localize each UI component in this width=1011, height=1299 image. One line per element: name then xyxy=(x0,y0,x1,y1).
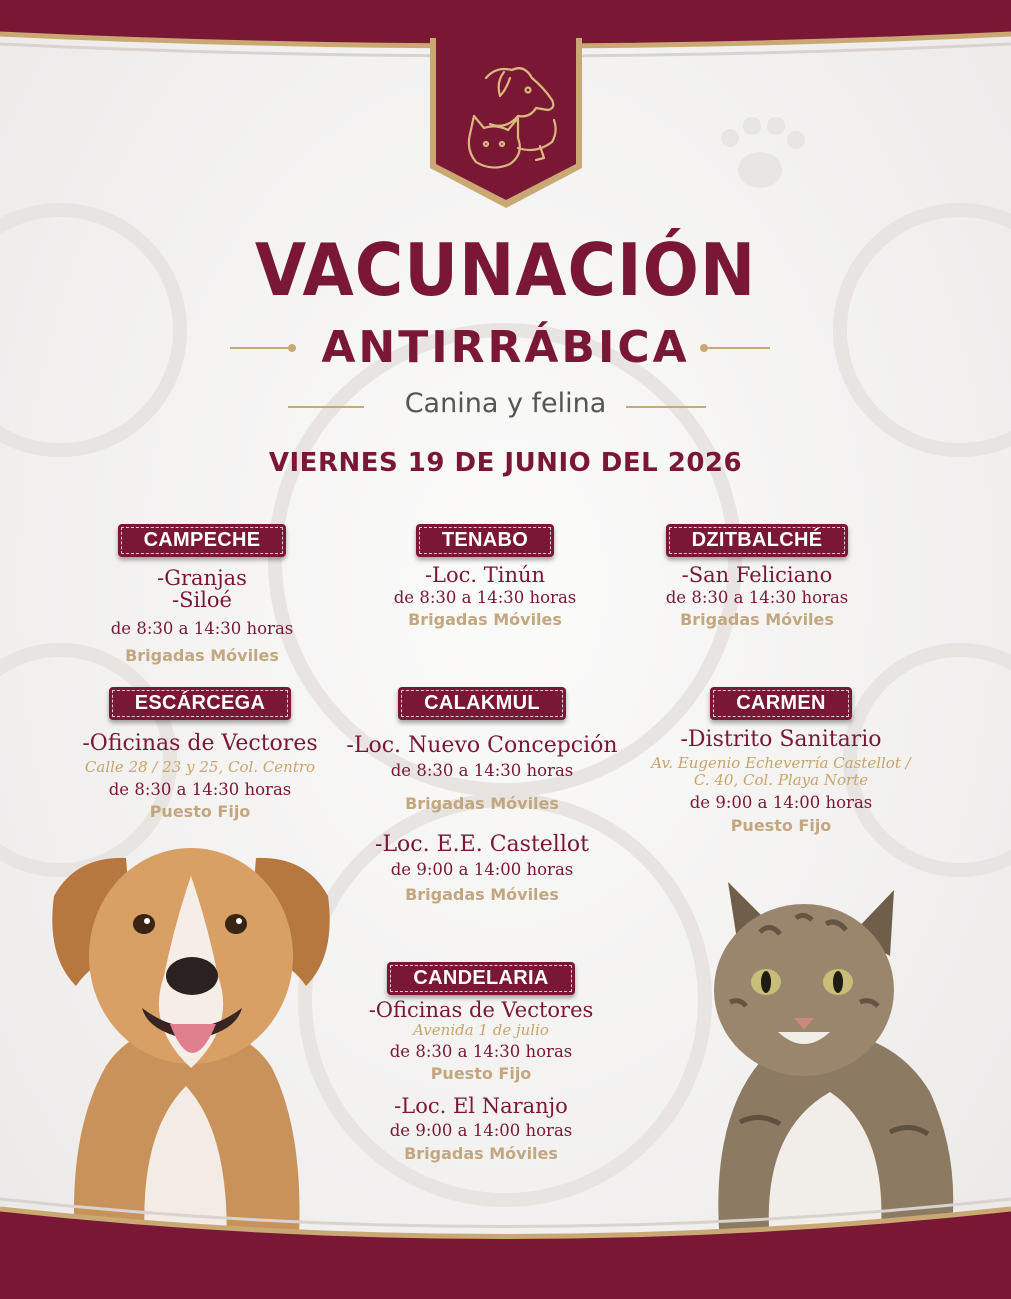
mode-campeche: Brigadas Móviles xyxy=(125,646,279,666)
badge-carmen: CARMEN xyxy=(710,687,852,720)
address-candelaria: Avenida 1 de julio xyxy=(413,1021,549,1040)
municipality-candelaria xyxy=(350,962,612,1163)
hours-tenabo: de 8:30 a 14:30 horas xyxy=(393,588,577,608)
place-distrito-sanitario: -Distrito Sanitario xyxy=(680,727,882,752)
badge-candelaria: CANDELARIA xyxy=(387,962,574,995)
hours-nuevo-concepcion: de 8:30 a 14:30 horas xyxy=(390,761,574,781)
place-nuevo-concepcion: -Loc. Nuevo Concepción xyxy=(346,733,618,758)
paw-print-icon xyxy=(721,117,805,188)
mode-dzitbalche: Brigadas Móviles xyxy=(680,610,834,630)
mode-nuevo-concepcion: Brigadas Móviles xyxy=(405,794,559,814)
badge-dzitbalche: DZITBALCHÉ xyxy=(666,524,849,557)
badge-calakmul: CALAKMUL xyxy=(398,687,566,720)
municipality-tenabo xyxy=(360,524,610,629)
place-ee-castellot: -Loc. E.E. Castellot xyxy=(375,832,589,858)
municipality-calakmul xyxy=(340,687,624,904)
hours-oficinas-vectores-candelaria: de 8:30 a 14:30 horas xyxy=(389,1042,573,1062)
address-carmen-line2: C. 40, Col. Playa Norte xyxy=(693,771,869,790)
hours-dzitbalche: de 8:30 a 14:30 horas xyxy=(665,588,849,608)
bottom-banner xyxy=(0,1169,1011,1299)
hours-el-naranjo: de 9:00 a 14:00 horas xyxy=(389,1121,573,1141)
mode-escarcega: Puesto Fijo xyxy=(149,802,251,822)
municipality-carmen xyxy=(640,687,922,835)
municipality-campeche xyxy=(80,524,324,665)
hours-ee-castellot: de 9:00 a 14:00 horas xyxy=(390,860,574,880)
place-el-naranjo: -Loc. El Naranjo xyxy=(394,1094,568,1119)
place-siloe: -Siloé xyxy=(172,588,232,613)
mode-el-naranjo: Brigadas Móviles xyxy=(404,1144,558,1164)
page-subtitle: ANTIRRÁBICA xyxy=(321,322,690,373)
mode-carmen: Puesto Fijo xyxy=(730,815,832,835)
badge-tenabo: TENABO xyxy=(416,524,554,557)
badge-campeche: CAMPECHE xyxy=(118,524,287,557)
municipality-dzitbalche xyxy=(632,524,882,629)
badge-escarcega: ESCÁRCEGA xyxy=(109,687,292,720)
place-oficinas-vectores-escarcega: -Oficinas de Vectores xyxy=(82,731,318,756)
hours-escarcega: de 8:30 a 14:30 horas xyxy=(108,780,292,800)
event-date: VIERNES 19 DE JUNIO DEL 2026 xyxy=(268,448,743,478)
address-escarcega: Calle 28 / 23 y 25, Col. Centro xyxy=(84,758,316,777)
place-granjas: -Granjas xyxy=(157,566,247,590)
mode-oficinas-vectores-candelaria: Puesto Fijo xyxy=(430,1064,532,1084)
tagline: Canina y felina xyxy=(404,388,607,419)
place-san-feliciano: -San Feliciano xyxy=(681,563,833,587)
mode-tenabo: Brigadas Móviles xyxy=(408,610,562,630)
dog-cat-emblem-icon xyxy=(426,38,586,210)
mode-ee-castellot: Brigadas Móviles xyxy=(405,885,559,905)
hours-carmen: de 9:00 a 14:00 horas xyxy=(689,792,873,812)
hours-campeche: de 8:30 a 14:30 horas xyxy=(110,619,294,639)
page-title: VACUNACIÓN xyxy=(254,228,757,312)
place-oficinas-vectores-candelaria: -Oficinas de Vectores xyxy=(368,998,594,1022)
municipality-escarcega xyxy=(62,687,338,821)
place-tinun: -Loc. Tinún xyxy=(424,563,546,587)
address-carmen-line1: Av. Eugenio Echeverría Castellot / xyxy=(651,754,911,773)
